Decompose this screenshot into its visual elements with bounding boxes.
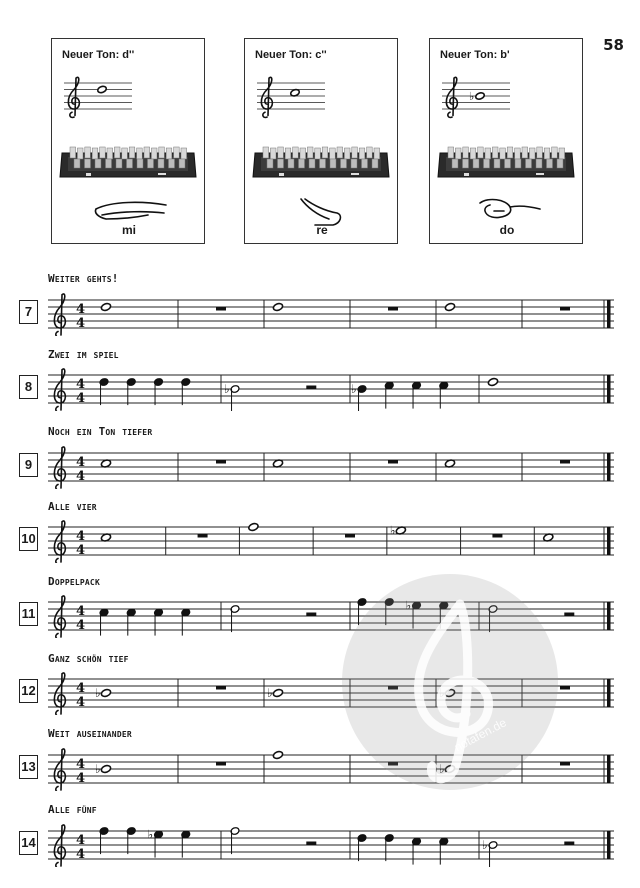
sound-bar xyxy=(494,159,500,168)
sound-bar xyxy=(515,159,521,168)
sound-bar xyxy=(526,159,532,168)
sound-bar xyxy=(352,147,358,158)
whole-rest xyxy=(216,460,226,464)
flat-sign: ♭ xyxy=(95,762,101,776)
time-signature-top: 4 xyxy=(76,603,86,619)
note-head xyxy=(444,302,455,311)
exercise-number: 14 xyxy=(19,831,38,855)
note-head xyxy=(100,688,111,697)
sound-bar xyxy=(515,148,521,159)
final-bar-thick xyxy=(607,831,611,859)
case-label xyxy=(351,173,359,175)
solfege-syllable: mi xyxy=(121,223,136,237)
new-tone-card xyxy=(244,38,398,244)
flat-sign: ♭ xyxy=(224,382,230,396)
case-label xyxy=(536,173,544,175)
final-bar-thick xyxy=(607,527,611,555)
whole-rest xyxy=(560,307,570,311)
music-staff xyxy=(44,823,616,867)
card-title: Neuer Ton: d'' xyxy=(62,49,135,61)
sound-bar xyxy=(473,159,479,168)
new-tone-card xyxy=(429,38,583,244)
sound-bar xyxy=(505,159,511,168)
time-signature-top: 4 xyxy=(76,454,86,470)
sound-bar xyxy=(492,147,498,158)
sound-bar xyxy=(77,148,83,159)
sound-bar xyxy=(85,147,91,158)
time-signature-bottom: 4 xyxy=(76,694,86,710)
sound-bar xyxy=(309,159,315,168)
sound-bar xyxy=(300,148,306,159)
note-head xyxy=(248,522,259,531)
sound-bar xyxy=(351,159,357,168)
exercise-title: Weiter gehts! xyxy=(48,272,119,285)
whole-rest xyxy=(388,460,398,464)
sound-bar xyxy=(362,159,368,168)
whole-rest xyxy=(560,686,570,690)
sound-bar xyxy=(448,147,454,158)
sound-bar xyxy=(500,148,506,159)
time-signature-top: 4 xyxy=(76,376,86,392)
final-bar-thick xyxy=(607,679,611,707)
note-head xyxy=(487,377,498,386)
time-signature-top: 4 xyxy=(76,756,86,772)
time-signature-top: 4 xyxy=(76,832,86,848)
half-rest xyxy=(306,386,316,390)
sound-bar xyxy=(529,148,535,159)
sound-bar xyxy=(374,148,380,159)
exercise-number: 8 xyxy=(19,375,38,399)
note-head xyxy=(272,302,283,311)
exercise-title: Zwei im spiel xyxy=(48,348,119,361)
sound-bar xyxy=(179,159,185,168)
note-head xyxy=(475,92,485,101)
sound-bar xyxy=(372,159,378,168)
sound-bar xyxy=(95,159,101,168)
music-staff xyxy=(44,292,616,336)
sound-bar xyxy=(463,147,469,158)
sound-bar xyxy=(478,147,484,158)
whole-rest xyxy=(388,307,398,311)
sound-bar xyxy=(106,159,112,168)
sound-bar xyxy=(278,147,284,158)
sound-bar xyxy=(544,148,550,159)
sound-bar xyxy=(129,147,135,158)
case-label xyxy=(464,173,469,176)
time-signature-bottom: 4 xyxy=(76,617,86,633)
sound-bar xyxy=(137,148,143,159)
sound-bar xyxy=(552,147,558,158)
sound-bar xyxy=(114,147,120,158)
flat-sign: ♭ xyxy=(351,382,357,396)
half-rest xyxy=(306,613,316,617)
sound-bar xyxy=(158,159,164,168)
card-title: Neuer Ton: b' xyxy=(440,49,510,61)
flat-sign: ♭ xyxy=(405,598,412,613)
note-head xyxy=(272,750,283,759)
time-signature-top: 4 xyxy=(76,680,86,696)
glockenspiel-icon xyxy=(251,139,391,185)
sound-bar xyxy=(463,159,469,168)
sound-bar xyxy=(127,159,133,168)
sound-bar xyxy=(337,147,343,158)
sound-bar xyxy=(70,147,76,158)
sound-bar xyxy=(322,147,328,158)
sound-bar xyxy=(359,148,365,159)
flat-sign: ♭ xyxy=(95,686,101,700)
sound-bar xyxy=(169,159,175,168)
sound-bar xyxy=(507,147,513,158)
mini-staff xyxy=(442,69,512,129)
time-signature-bottom: 4 xyxy=(76,846,86,862)
sound-bar xyxy=(522,147,528,158)
sound-bar xyxy=(100,147,106,158)
flat-sign: ♭ xyxy=(439,686,445,700)
whole-rest xyxy=(560,762,570,766)
whole-rest xyxy=(216,307,226,311)
sound-bar xyxy=(484,159,490,168)
exercise-number: 11 xyxy=(19,602,38,626)
hand-outline xyxy=(95,202,166,219)
half-rest xyxy=(564,613,574,617)
sound-bar xyxy=(485,148,491,159)
solfege-syllable: re xyxy=(316,223,328,237)
flat-sign: ♭ xyxy=(482,838,488,852)
sound-bar xyxy=(278,159,284,168)
sound-bar xyxy=(293,147,299,158)
note-head xyxy=(100,764,111,773)
exercise-title: Alle vier xyxy=(48,500,97,513)
final-bar-thick xyxy=(607,602,611,630)
hand-outline xyxy=(480,200,540,218)
sound-bar xyxy=(174,147,180,158)
sound-bar xyxy=(92,148,98,159)
time-signature-bottom: 4 xyxy=(76,770,86,786)
whole-rest xyxy=(345,534,355,538)
glockenspiel-icon xyxy=(436,139,576,185)
time-signature-bottom: 4 xyxy=(76,390,86,406)
sound-bar xyxy=(166,148,172,159)
exercise-title: Ganz schön tief xyxy=(48,652,129,665)
sound-bar xyxy=(144,147,150,158)
solfege-syllable: do xyxy=(499,223,515,237)
half-rest xyxy=(564,842,574,846)
time-signature-top: 4 xyxy=(76,301,86,317)
flat-sign: ♭ xyxy=(469,90,475,103)
exercise-number: 9 xyxy=(19,453,38,477)
sound-bar xyxy=(288,159,294,168)
flat-sign: ♭ xyxy=(147,827,154,842)
sound-bar xyxy=(74,159,80,168)
exercise-number: 10 xyxy=(19,527,38,551)
whole-rest xyxy=(198,534,208,538)
sound-bar xyxy=(537,147,543,158)
sound-bar xyxy=(330,159,336,168)
case-label xyxy=(86,173,91,176)
sound-bar xyxy=(559,148,565,159)
mini-staff xyxy=(257,69,327,129)
sound-bar xyxy=(263,147,269,158)
sound-bar xyxy=(315,148,321,159)
sound-bar xyxy=(270,148,276,159)
whole-rest xyxy=(216,686,226,690)
sound-bar xyxy=(151,148,157,159)
sound-bar xyxy=(85,159,91,168)
exercise-number: 7 xyxy=(19,300,38,324)
glockenspiel-icon xyxy=(58,139,198,185)
case-label xyxy=(158,173,166,175)
sound-bar xyxy=(137,159,143,168)
hand-outline xyxy=(301,199,340,225)
sound-bar xyxy=(455,148,461,159)
note-head xyxy=(272,688,283,697)
sound-bar xyxy=(285,148,291,159)
sound-bar xyxy=(267,159,273,168)
whole-rest xyxy=(492,534,502,538)
flat-sign: ♭ xyxy=(389,523,396,538)
music-staff xyxy=(44,519,616,563)
sound-bar xyxy=(148,159,154,168)
sound-bar xyxy=(557,159,563,168)
watermark-text: notafen.de xyxy=(452,715,509,755)
final-bar-thick xyxy=(607,755,611,783)
time-signature-top: 4 xyxy=(76,528,86,544)
sound-bar xyxy=(307,147,313,158)
music-staff xyxy=(44,445,616,489)
sound-bar xyxy=(452,159,458,168)
final-bar-thick xyxy=(607,375,611,403)
sound-bar xyxy=(107,148,113,159)
note-head xyxy=(97,85,107,94)
whole-rest xyxy=(560,460,570,464)
exercise-number: 13 xyxy=(19,755,38,779)
exercise-title: Weit auseinander xyxy=(48,727,132,740)
exercise-title: Noch ein Ton tiefer xyxy=(48,425,153,438)
sound-bar xyxy=(159,147,165,158)
sound-bar xyxy=(367,147,373,158)
sound-bar xyxy=(470,148,476,159)
exercise-number: 12 xyxy=(19,679,38,703)
card-title: Neuer Ton: c'' xyxy=(255,49,327,61)
sound-bar xyxy=(320,159,326,168)
sound-bar xyxy=(299,159,305,168)
case-label xyxy=(279,173,284,176)
final-bar-thick xyxy=(607,453,611,481)
half-rest xyxy=(306,842,316,846)
time-signature-bottom: 4 xyxy=(76,542,86,558)
final-bar-thick xyxy=(607,300,611,328)
mini-staff xyxy=(64,69,134,129)
page-number: 58 xyxy=(603,36,624,54)
sound-bar xyxy=(547,159,553,168)
sound-bar xyxy=(341,159,347,168)
sound-bar xyxy=(122,148,128,159)
exercise-title: Doppelpack xyxy=(48,575,100,588)
note-head xyxy=(100,302,111,311)
sound-bar xyxy=(344,148,350,159)
sound-bar xyxy=(181,148,187,159)
flat-sign: ♭ xyxy=(267,686,273,700)
new-tone-card xyxy=(51,38,205,244)
time-signature-bottom: 4 xyxy=(76,315,86,331)
flat-sign: ♭ xyxy=(439,762,445,776)
time-signature-bottom: 4 xyxy=(76,468,86,484)
exercise-title: Alle fünf xyxy=(48,803,97,816)
sound-bar xyxy=(536,159,542,168)
sound-bar xyxy=(330,148,336,159)
music-staff xyxy=(44,367,616,411)
treble-clef-watermark-icon xyxy=(342,574,558,790)
whole-rest xyxy=(216,762,226,766)
sound-bar xyxy=(116,159,122,168)
